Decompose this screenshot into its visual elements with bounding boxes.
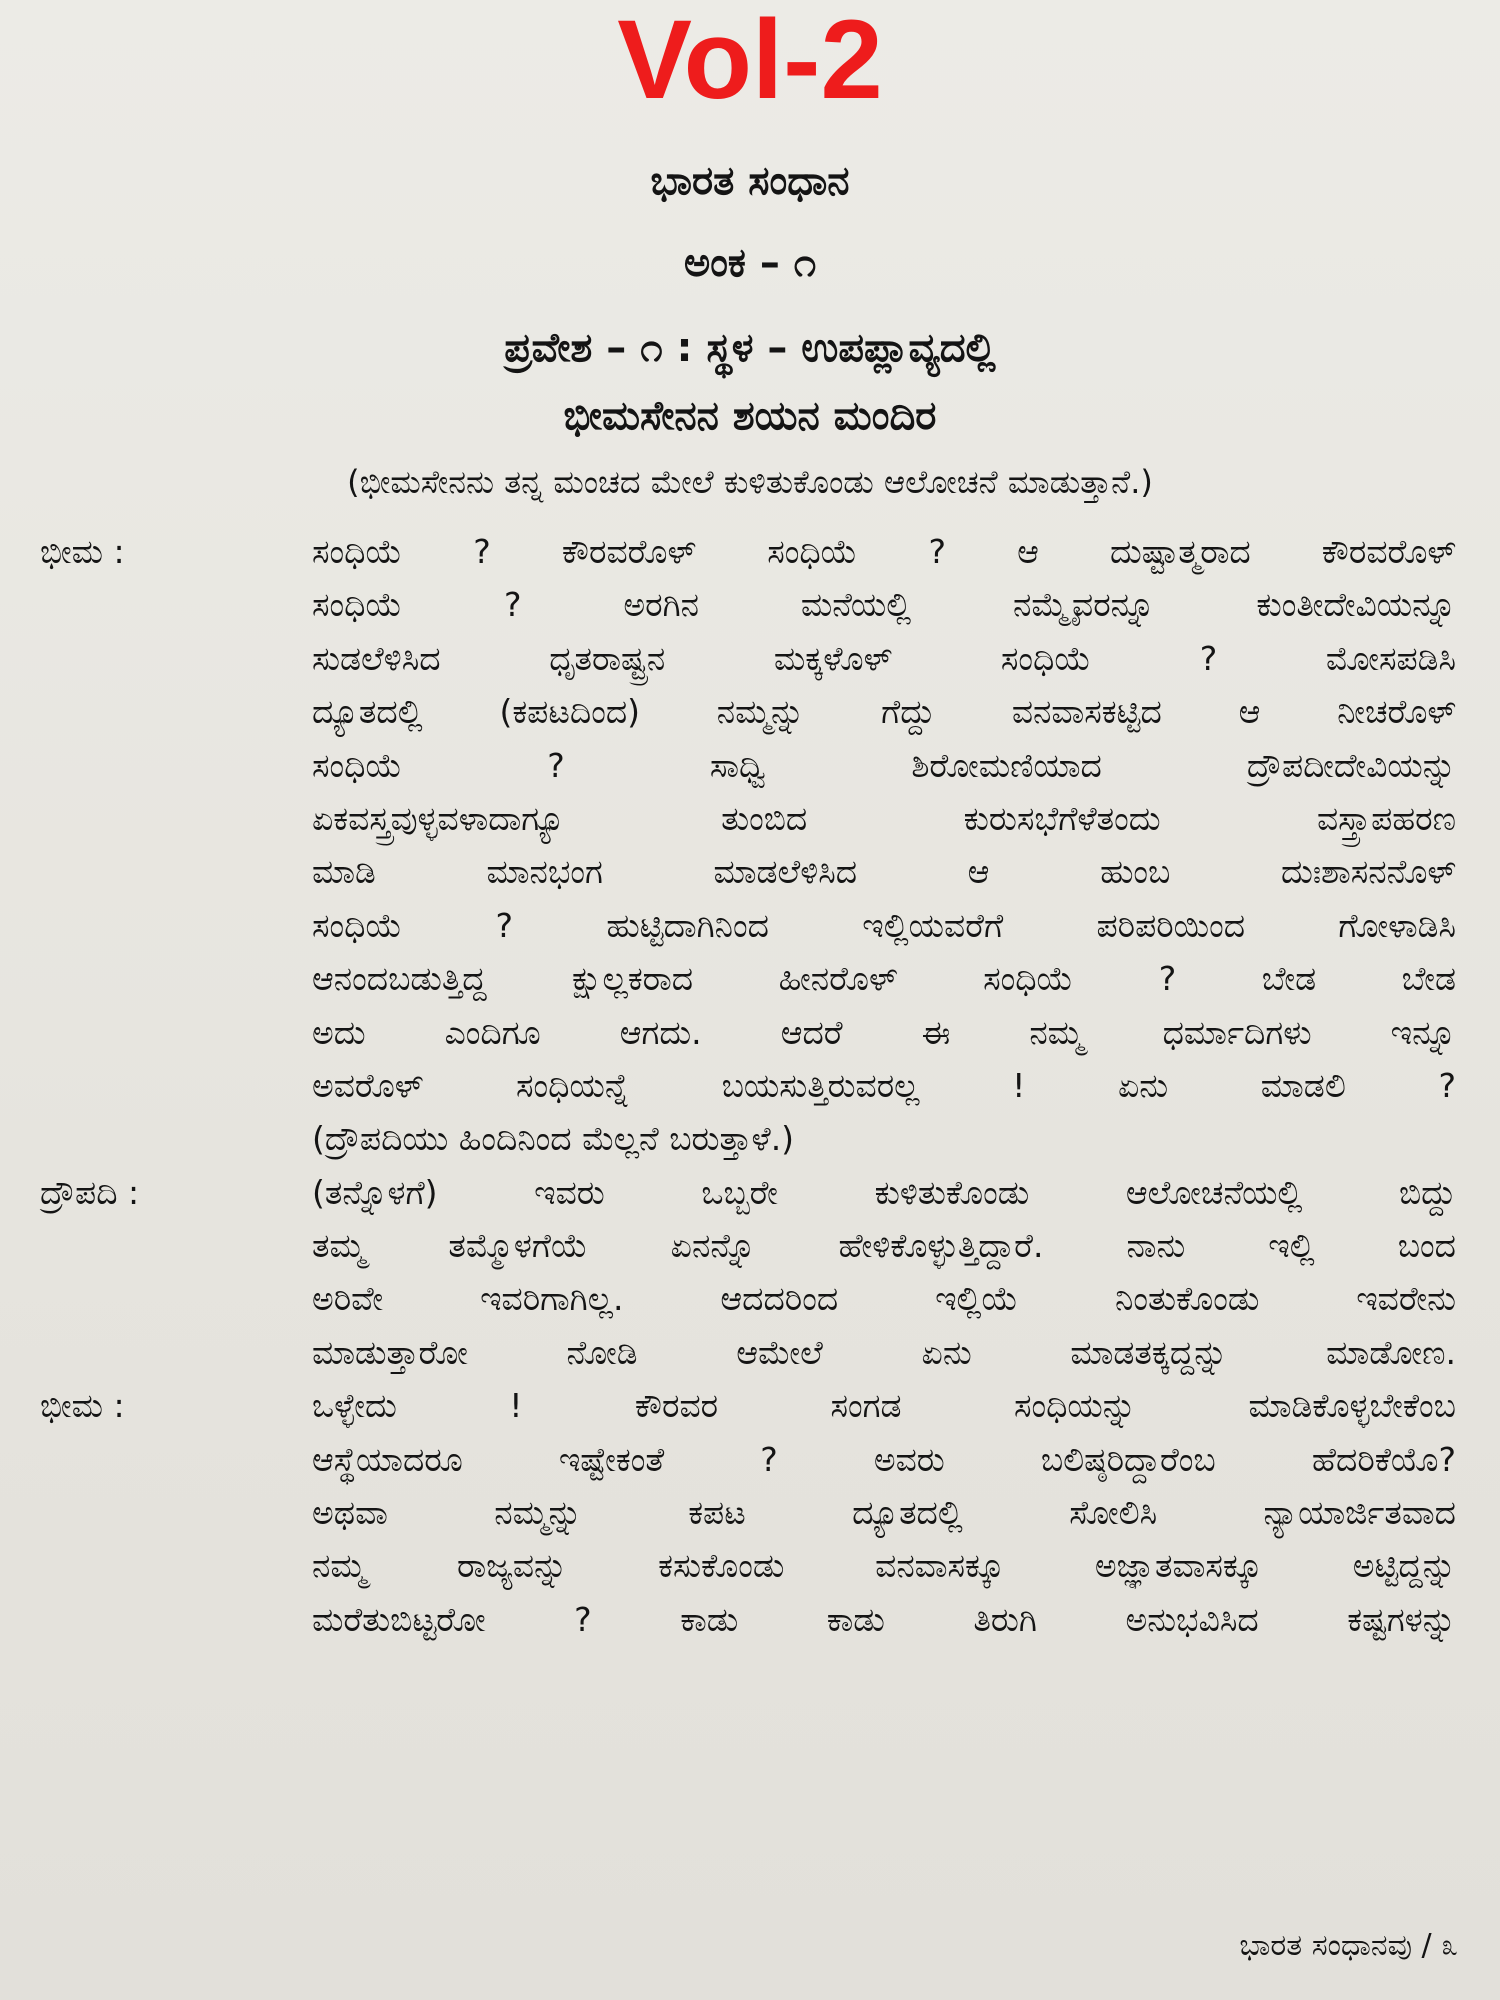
speech-line: ನಮ್ಮ ರಾಜ್ಯವನ್ನು ಕಸುಕೊಂಡು ವನವಾಸಕ್ಕೂ ಅಜ್ಞಾತವಾಸಕ್ಕೂ ಅಟ್ಟಿದ್ದನ್ನು [312,1546,1456,1586]
act-heading: ಅಂಕ – ೧ [683,240,817,286]
speech-line: (ತನ್ನೊಳಗೆ) ಇವರು ಒಬ್ಬರೇ ಕುಳಿತುಕೊಂಡು ಆಲೋಚನೆಯಲ್ಲಿ ಬಿದ್ದು [312,1172,1456,1212]
speech-line: ದ್ಯೂತದಲ್ಲಿ (ಕಪಟದಿಂದ) ನಮ್ಮನ್ನು ಗೆದ್ದು ವನವಾಸಕಟ್ಟಿದ ಆ ನೀಚರೊಳ್ [312,692,1456,732]
speech-lines [312,1169,1456,1383]
scene-location: ಭೀಮಸೇನನ ಶಯನ ಮಂದಿರ [563,393,937,439]
speaker-label: ದ್ರೌಪದಿ : [40,1172,140,1212]
speech-line: ಸಂಧಿಯೆ ? ಸಾಧ್ವಿ ಶಿರೋಮಣಿಯಾದ ದ್ರೌಪದೀದೇವಿಯನ್ನು [312,745,1456,785]
speaker-label: ಭೀಮ : [40,1386,125,1426]
speech-line: ಅಥವಾ ನಮ್ಮನ್ನು ಕಪಟ ದ್ಯೂತದಲ್ಲಿ ಸೋಲಿಸಿ ನ್ಯಾಯಾರ್ಜಿತವಾದ [312,1493,1456,1533]
stage-direction: (ಭೀಮಸೇನನು ತನ್ನ ಮಂಚದ ಮೇಲೆ ಕುಳಿತುಕೊಂಡು ಆಲೋಚನೆ ಮಾಡುತ್ತಾನೆ.) [347,463,1153,501]
speech-line: ಮಾಡಿ ಮಾನಭಂಗ ಮಾಡಲೆಳಿಸಿದ ಆ ಹುಂಬ ದುಃಶಾಸನನೊಳ್ [312,852,1456,892]
speech-draupadi [40,1169,1460,1383]
speech-line: ಆಸ್ಥೆಯಾದರೂ ಇಷ್ಟೇಕಂತೆ ? ಅವರು ಬಲಿಷ್ಠರಿದ್ದಾರೆಂಬ ಹೆದರಿಕೆಯೊ? [312,1439,1456,1479]
speech-line: ತಮ್ಮ ತಮ್ಮೊಳಗೆಯೆ ಏನನ್ನೊ ಹೇಳಿಕೊಳ್ಳುತ್ತಿದ್ದಾರೆ. ನಾನು ಇಲ್ಲಿ ಬಂದ [312,1226,1456,1266]
speech-line: ಅದು ಎಂದಿಗೂ ಆಗದು. ಆದರೆ ಈ ನಮ್ಮ ಧರ್ಮಾದಿಗಳು ಇನ್ನೂ [312,1012,1456,1052]
speech-line: ಸಂಧಿಯೆ ? ಕೌರವರೊಳ್ ಸಂಧಿಯೆ ? ಆ ದುಷ್ಟಾತ್ಮರಾದ ಕೌರವರೊಳ್ [312,532,1456,571]
dialogue [40,528,1460,1649]
speech-line: ಆನಂದಬಡುತ್ತಿದ್ದ ಕ್ಷುಲ್ಲಕರಾದ ಹೀನರೊಳ್ ಸಂಧಿಯೆ ? ಬೇಡ ಬೇಡ [312,959,1456,999]
speech-line: ಒಳ್ಳೇದು ! ಕೌರವರ ಸಂಗಡ ಸಂಧಿಯನ್ನು ಮಾಡಿಕೊಳ್ಳಬೇಕೆಂಬ [312,1386,1456,1426]
play-title: ಭಾರತ ಸಂಧಾನ [650,158,850,204]
speech-line: ಏಕವಸ್ತ್ರವುಳ್ಳವಳಾದಾಗ್ಯೂ ತುಂಬಿದ ಕುರುಸಭೆಗೆಳೆತಂದು ವಸ್ತ್ರಾಪಹರಣ [312,798,1456,838]
speech-line: ಮಾಡುತ್ತಾರೋ ನೋಡಿ ಆಮೇಲೆ ಏನು ಮಾಡತಕ್ಕದ್ದನ್ನು ಮಾಡೋಣ. [312,1332,1456,1372]
speech-lines [312,1382,1456,1649]
speech-line: ಸಂಧಿಯೆ ? ಅರಗಿನ ಮನೆಯಲ್ಲಿ ನಮ್ಮೈವರನ್ನೂ ಕುಂತೀದೇವಿಯನ್ನೂ [312,585,1456,625]
speech-line: ಸುಡಲೆಳಿಸಿದ ಧೃತರಾಷ್ಟ್ರನ ಮಕ್ಕಳೊಳ್ ಸಂಧಿಯೆ ? ಮೋಸಪಡಿಸಿ [312,638,1456,678]
speech-lines [312,528,1456,1169]
speech-line: ಅವರೊಳ್ ಸಂಧಿಯನ್ನೆ ಬಯಸುತ್ತಿರುವರಲ್ಲ ! ಏನು ಮಾಡಲಿ ? [312,1065,1456,1105]
speech-bhima-2 [40,1382,1460,1649]
speech-line: (ದ್ರೌಪದಿಯು ಹಿಂದಿನಿಂದ ಮೆಲ್ಲನೆ ಬರುತ್ತಾಳೆ.) [312,1119,795,1159]
speech-line: ಸಂಧಿಯೆ ? ಹುಟ್ಟಿದಾಗಿನಿಂದ ಇಲ್ಲಿಯವರೆಗೆ ಪರಿಪರಿಯಿಂದ ಗೋಳಾಡಿಸಿ [312,905,1456,945]
speech-line: ಮರೆತುಬಿಟ್ಟರೋ ? ಕಾಡು ಕಾಡು ತಿರುಗಿ ಅನುಭವಿಸಿದ ಕಷ್ಟಗಳನ್ನು [312,1599,1456,1639]
speech-line: ಅರಿವೇ ಇವರಿಗಾಗಿಲ್ಲ. ಆದದರಿಂದ ಇಲ್ಲಿಯೆ ನಿಂತುಕೊಂಡು ಇವರೇನು [312,1279,1456,1319]
running-footer: ಭಾರತ ಸಂಧಾನವು / ೩ [1239,1928,1458,1963]
speaker-label: ಭೀಮ : [40,532,125,571]
scene-heading: ಪ್ರವೇಶ – ೧ : ಸ್ಥಳ – ಉಪಪ್ಲಾವ್ಯದಲ್ಲಿ [504,325,996,371]
speech-bhima-1 [40,528,1460,1169]
volume-watermark: Vol-2 [617,0,883,122]
